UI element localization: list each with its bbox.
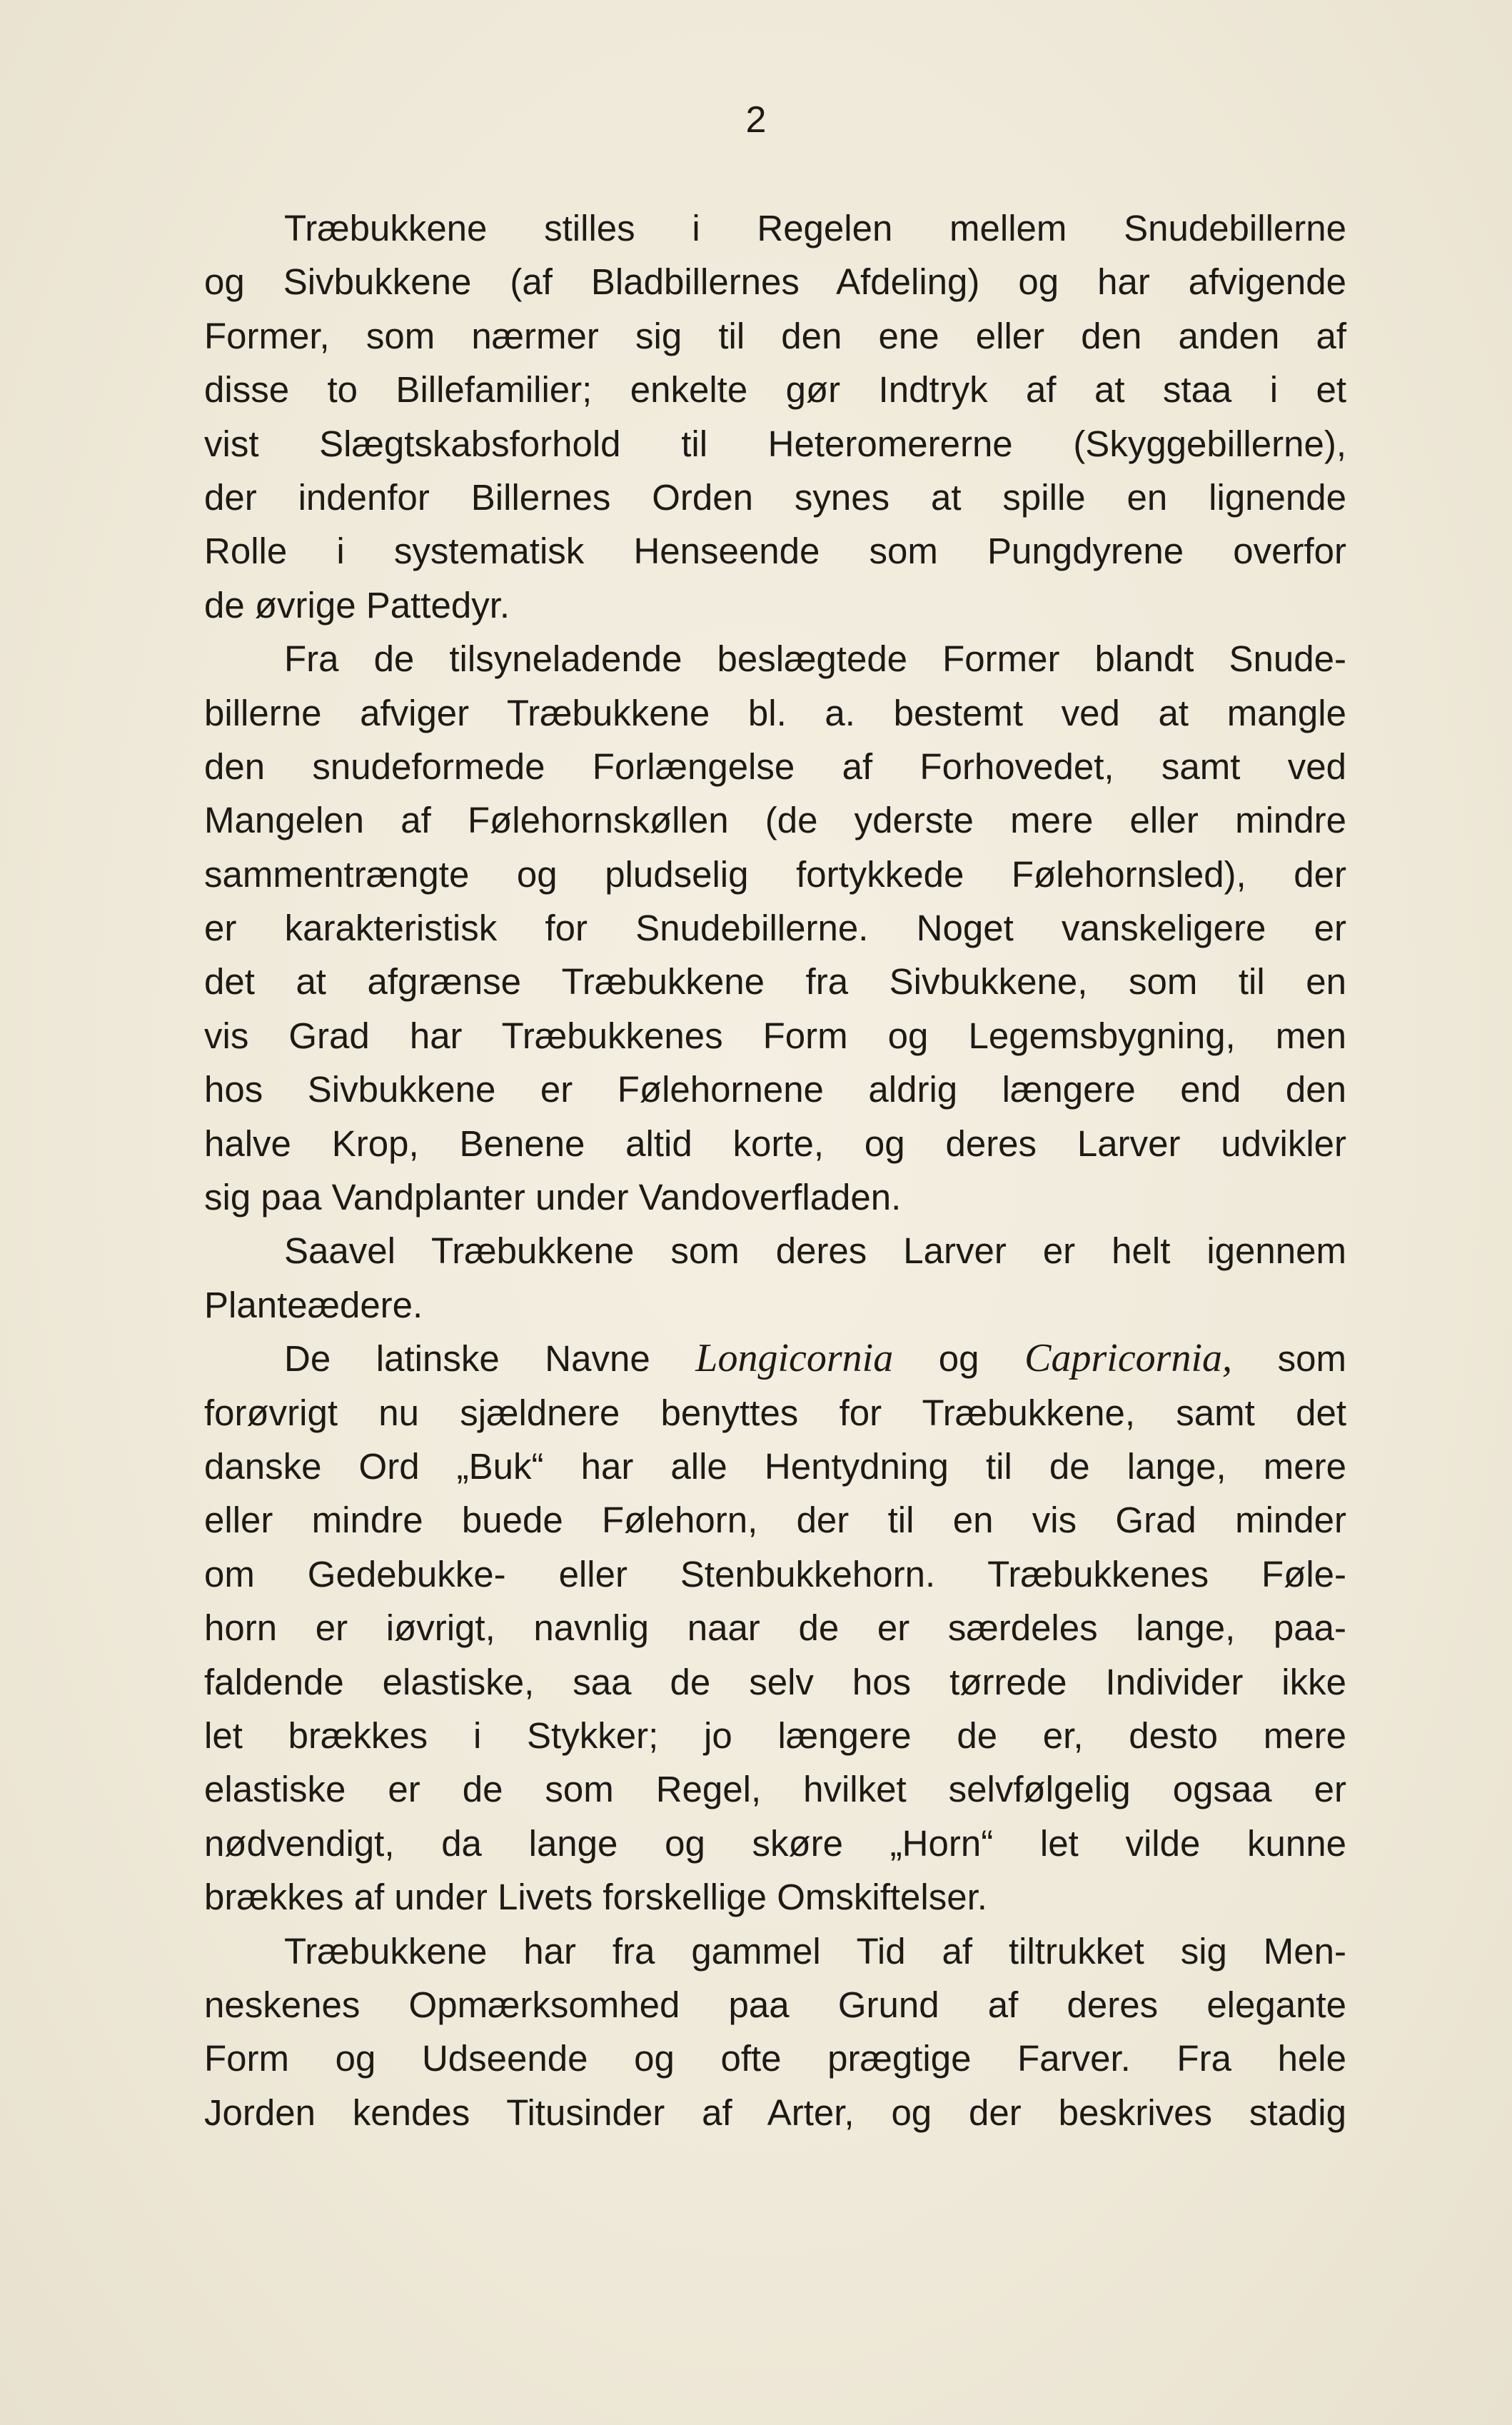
text-line <box>204 955 1346 1008</box>
text-segment: Form og Udseende og ofte prægtige Farver. Fra hele <box>204 2038 1346 2079</box>
text-segment: om Gedebukke- eller Stenbukkehorn. Træbukkenes Føle- <box>204 1553 1346 1595</box>
text-line <box>204 740 1346 793</box>
text-segment: Former, som nærmer sig til den ene eller den anden af <box>204 315 1346 356</box>
text-segment: Jorden kendes Titusinder af Arter, og der beskrives stadig <box>204 2092 1346 2133</box>
text-line <box>204 578 1346 632</box>
paragraph <box>204 1224 1346 1332</box>
text-segment: forøvrigt nu sjældnere benyttes for Træbukkene, samt det <box>204 1392 1346 1433</box>
text-line <box>204 1655 1346 1709</box>
text-line <box>204 1601 1346 1655</box>
text-segment: Planteædere. <box>204 1284 423 1325</box>
text-line <box>204 1278 1346 1332</box>
text-line <box>204 1117 1346 1170</box>
text-segment: danske Ord „Buk“ har alle Hentydning til de lange, mere <box>204 1445 1346 1487</box>
text-segment: halve Krop, Benene altid korte, og deres Larver udvikler <box>204 1123 1346 1164</box>
text-segment: vis Grad har Træbukkenes Form og Legemsbygning, men <box>204 1015 1346 1056</box>
text-segment: hos Sivbukkene er Følehornene aldrig længere end den <box>204 1069 1346 1110</box>
body-text <box>204 201 1346 2139</box>
text-line <box>204 1224 1346 1277</box>
text-segment: Fra de tilsyneladende beslægtede Former blandt Snude- <box>284 638 1346 680</box>
text-segment: og <box>893 1338 1025 1380</box>
text-segment: brækkes af under Livets forskellige Omskiftelser. <box>204 1877 987 1918</box>
text-line <box>204 901 1346 955</box>
text-line <box>204 686 1346 740</box>
text-segment: let brækkes i Stykker; jo længere de er, desto mere <box>204 1714 1346 1756</box>
text-segment: Træbukkene har fra gammel Tid af tiltrukket sig Men- <box>284 1930 1346 1972</box>
text-segment: er karakteristisk for Snudebillerne. Noget vanskeligere er <box>204 908 1346 949</box>
text-segment: eller mindre buede Følehorn, der til en vis Grad minder <box>204 1500 1346 1541</box>
text-segment: nødvendigt, da lange og skøre „Horn“ let vilde kunne <box>204 1822 1346 1864</box>
text-line <box>204 201 1346 255</box>
text-line <box>204 1386 1346 1440</box>
text-line <box>204 1440 1346 1493</box>
text-segment: sammentrængte og pludselig fortykkede Følehornsled), der <box>204 853 1346 895</box>
text-segment: og Sivbukkene (af Bladbillernes Afdeling) og har afvigende <box>204 261 1346 303</box>
text-line <box>204 1332 1346 1385</box>
paragraph <box>204 1924 1346 2140</box>
text-line <box>204 417 1346 471</box>
text-segment: vist Slægtskabsforhold til Heteromererne (Skyggebillerne), <box>204 423 1346 464</box>
text-line <box>204 255 1346 308</box>
text-line <box>204 363 1346 416</box>
text-line <box>204 1978 1346 2032</box>
text-segment: den snudeformede Forlængelse af Forhovedet, samt ved <box>204 745 1346 787</box>
text-line <box>204 1009 1346 1063</box>
text-segment: det at afgrænse Træbukkene fra Sivbukkene, som til en <box>204 961 1346 1003</box>
text-segment: faldende elastiske, saa de selv hos tørrede Individer ikke <box>204 1661 1346 1702</box>
text-segment: billerne afviger Træbukkene bl. a. bestemt ved at mangle <box>204 692 1346 733</box>
page-number: 2 <box>745 99 767 141</box>
text-line <box>204 1170 1346 1224</box>
text-segment: Mangelen af Følehornskøllen (de yderste mere eller mindre <box>204 800 1346 841</box>
text-segment: som <box>1232 1338 1346 1380</box>
paragraph <box>204 1332 1346 1924</box>
text-segment: elastiske er de som Regel, hvilket selvfølgelig ogsaa er <box>204 1769 1346 1810</box>
italic-term: Longicornia <box>695 1336 894 1381</box>
italic-term: Capricornia, <box>1024 1336 1233 1381</box>
text-segment: disse to Billefamilier; enkelte gør Indtryk af at staa i et <box>204 369 1346 411</box>
text-line <box>204 309 1346 363</box>
text-line <box>204 524 1346 578</box>
text-segment: Træbukkene stilles i Regelen mellem Snudebillerne <box>284 208 1346 248</box>
text-line <box>204 793 1346 847</box>
text-segment: De latinske Navne <box>284 1338 696 1380</box>
text-line <box>204 2032 1346 2085</box>
text-segment: horn er iøvrigt, navnlig naar de er særdeles lange, paa- <box>204 1607 1346 1649</box>
text-segment: Saavel Træbukkene som deres Larver er helt igennem <box>284 1230 1346 1272</box>
text-line <box>204 632 1346 686</box>
text-line <box>204 471 1346 524</box>
text-line <box>204 2086 1346 2139</box>
text-line <box>204 1762 1346 1816</box>
text-line <box>204 1063 1346 1116</box>
text-line <box>204 1493 1346 1547</box>
text-line <box>204 1709 1346 1762</box>
paragraph <box>204 201 1346 632</box>
text-segment: der indenfor Billernes Orden synes at spille en lignende <box>204 476 1346 518</box>
paragraph <box>204 632 1346 1224</box>
text-segment: Rolle i systematisk Henseende som Pungdyrene overfor <box>204 531 1346 572</box>
text-line <box>204 848 1346 901</box>
text-segment: sig paa Vandplanter under Vandoverfladen. <box>204 1177 902 1218</box>
text-segment: de øvrige Pattedyr. <box>204 584 510 626</box>
text-line <box>204 1817 1346 1870</box>
text-line <box>204 1924 1346 1978</box>
text-segment: neskenes Opmærksomhed paa Grund af deres elegante <box>204 1984 1346 2025</box>
text-line <box>204 1870 1346 1924</box>
text-line <box>204 1547 1346 1601</box>
